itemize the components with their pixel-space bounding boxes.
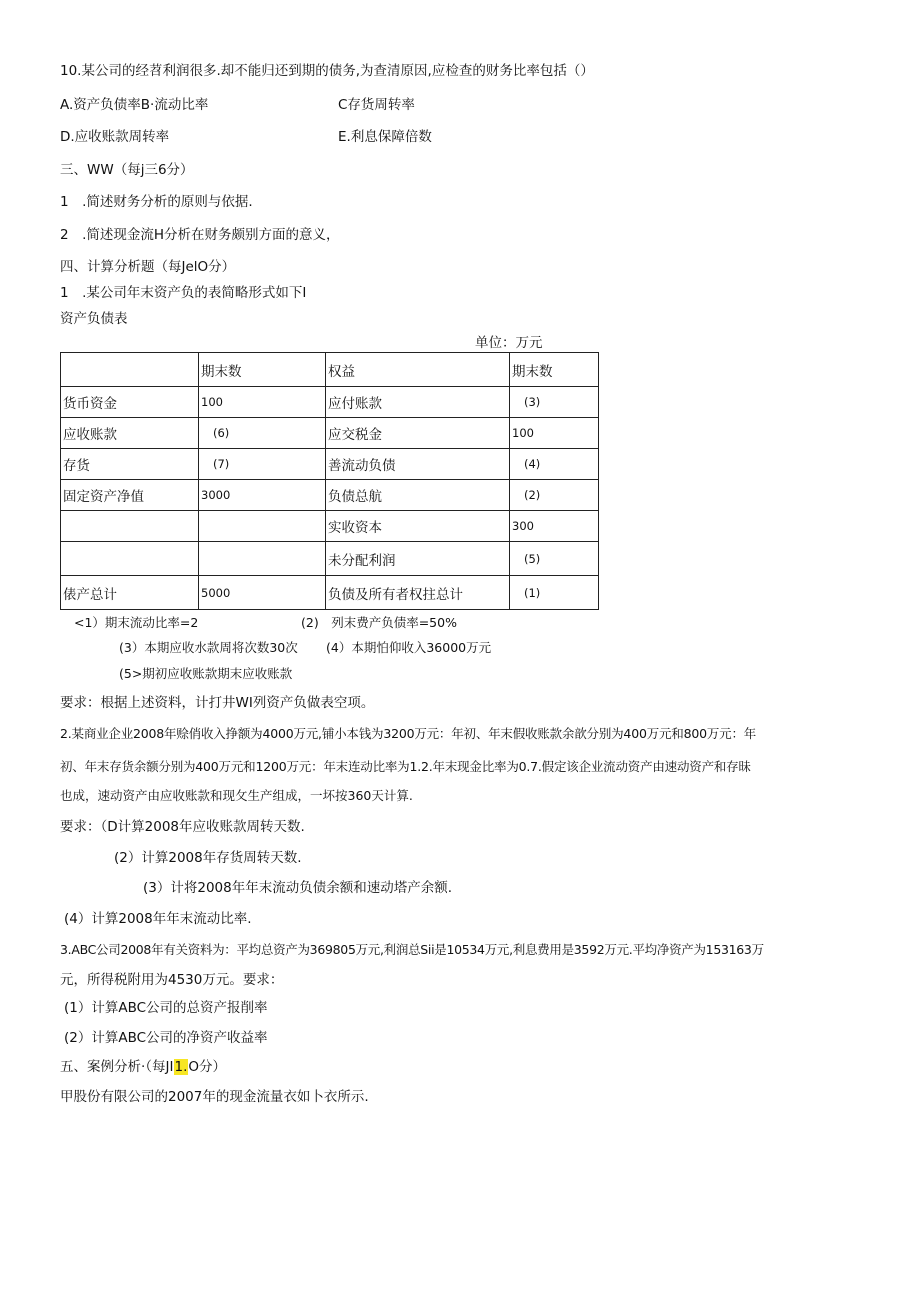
question-10-option-e: E.利息保障倍数 bbox=[338, 129, 432, 145]
table-row bbox=[61, 511, 599, 542]
question-2-requirement-3: (3）计将2008年年末流动负债余额和速动塔产余额. bbox=[143, 880, 453, 896]
question-3-line-2: 元，所得税附用为4530万元。要求： bbox=[60, 972, 284, 988]
question-2-line-1: 2.某商业企业2008年赊俏收入挣额为4000万元,铺小本钱为3200万元：年初、年末假收账款余歆分别为400万元和800万元：年 bbox=[60, 726, 757, 741]
table-cell bbox=[61, 511, 199, 542]
table-row bbox=[61, 542, 599, 576]
question-2-line-3: 也成，速动资产由应收账款和现攵生产组成，一坏按360天计算. bbox=[60, 788, 413, 803]
table-cell: (4) bbox=[510, 449, 599, 480]
table-cell: 5000 bbox=[199, 576, 326, 610]
table-row bbox=[61, 576, 599, 610]
table-header-cell: 期末数 bbox=[510, 353, 599, 387]
section-3-title: 三、WW（每j三6分） bbox=[60, 162, 194, 178]
table-cell: (1) bbox=[510, 576, 599, 610]
section-5-title-highlight: 1. bbox=[174, 1059, 188, 1075]
table-header-cell bbox=[61, 353, 199, 387]
table-header-cell: 权益 bbox=[326, 353, 510, 387]
table-cell: 善流动负债 bbox=[326, 449, 510, 480]
condition-2: (2) 列末费产负债率=50% bbox=[301, 615, 457, 630]
table-cell: 100 bbox=[510, 418, 599, 449]
section-4-title: 四、计算分析题（每JelO分） bbox=[60, 259, 236, 275]
table-cell: 应收账款 bbox=[61, 418, 199, 449]
condition-5: (5>期初应收账款期末应收账款 bbox=[119, 666, 293, 681]
question-2-requirement-4: (4）计算2008年年末流动比率. bbox=[64, 911, 252, 927]
question-10-option-a-b: A.资产负债率B·流动比率 bbox=[60, 97, 209, 113]
condition-4: (4）本期怕仰收入36000万元 bbox=[326, 640, 492, 655]
section-5-title bbox=[60, 1058, 226, 1076]
question-1-requirement: 要求：根据上述资料，计打井WI列资产负做表空项。 bbox=[60, 695, 375, 711]
table-cell: (3) bbox=[510, 387, 599, 418]
question-3-requirement-1: (1）计算ABC公司的总资产报削率 bbox=[64, 1000, 268, 1016]
table-header-cell: 期末数 bbox=[199, 353, 326, 387]
table-cell: 应付账款 bbox=[326, 387, 510, 418]
table-row bbox=[61, 449, 599, 480]
table-row bbox=[61, 418, 599, 449]
section-3-item-2: 2 .简述现金流H分析在财务颇别方面的意义， bbox=[60, 227, 340, 243]
question-3-requirement-2: (2）计算ABC公司的净资产收益率 bbox=[64, 1030, 268, 1046]
question-10-option-d: D.应收账款周转率 bbox=[60, 129, 170, 145]
table-cell: 负债总航 bbox=[326, 480, 510, 511]
balance-sheet-table bbox=[60, 352, 599, 610]
table-row bbox=[61, 480, 599, 511]
table-cell: 3000 bbox=[199, 480, 326, 511]
table-cell bbox=[199, 511, 326, 542]
section-3-item-1: 1 .简述财务分析的原则与依据. bbox=[60, 194, 253, 210]
condition-3: (3）本期应收水款周将次数30次 bbox=[119, 640, 298, 655]
table-cell: 300 bbox=[510, 511, 599, 542]
table-header-row bbox=[61, 353, 599, 387]
table-cell: (6) bbox=[199, 418, 326, 449]
section-5-title-end: O分） bbox=[188, 1059, 227, 1075]
table-cell: 100 bbox=[199, 387, 326, 418]
question-3-line-1: 3.ABC公司2008年有关资料为：平均总资产为369805万元,利润总Sii是10534万元,利息费用是3592万元.平均净资产为153163万 bbox=[60, 942, 764, 957]
table-cell: 俵产总计 bbox=[61, 576, 199, 610]
question-1-intro: 1 .某公司年末资产负的表简略形式如下I bbox=[60, 285, 307, 301]
table-cell: (5) bbox=[510, 542, 599, 576]
section-5-intro: 甲股份有限公司的2007年的现金流量衣如卜衣所示. bbox=[60, 1089, 369, 1105]
question-10-stem: 10.某公司的经苕利润很多.却不能归还到期的债务,为查清原因,应检查的财务比率包括（） bbox=[60, 63, 594, 79]
question-2-requirement-2: (2）计算2008年存货周转天数. bbox=[114, 850, 302, 866]
condition-1: <1）期末流动比率=2 bbox=[74, 615, 199, 630]
table-cell bbox=[199, 542, 326, 576]
table-cell: (7) bbox=[199, 449, 326, 480]
section-5-title-start: 五、案例分析·（每JI bbox=[60, 1059, 174, 1075]
table-cell: 应交税金 bbox=[326, 418, 510, 449]
table-cell: 负债及所有者权拄总计 bbox=[326, 576, 510, 610]
table-cell bbox=[61, 542, 199, 576]
table-cell: (2) bbox=[510, 480, 599, 511]
table-cell: 实收资本 bbox=[326, 511, 510, 542]
table-title: 资产负债表 bbox=[60, 311, 128, 327]
table-cell: 存货 bbox=[61, 449, 199, 480]
table-cell: 货币资金 bbox=[61, 387, 199, 418]
table-cell: 未分配利润 bbox=[326, 542, 510, 576]
table-cell: 固定资产净值 bbox=[61, 480, 199, 511]
question-2-line-2: 初、年末存货余额分别为400万元和1200万元：年末连动比率为1.2.年末现金比率为0.7.假定该企业流动资产由速动资产和存昧 bbox=[60, 759, 751, 774]
question-10-option-c: C存货周转率 bbox=[338, 97, 415, 113]
table-row bbox=[61, 387, 599, 418]
table-unit: 单位：万元 bbox=[475, 335, 543, 351]
question-2-requirement-1: 要求：（D计算2008年应收账款周转天数. bbox=[60, 819, 305, 835]
